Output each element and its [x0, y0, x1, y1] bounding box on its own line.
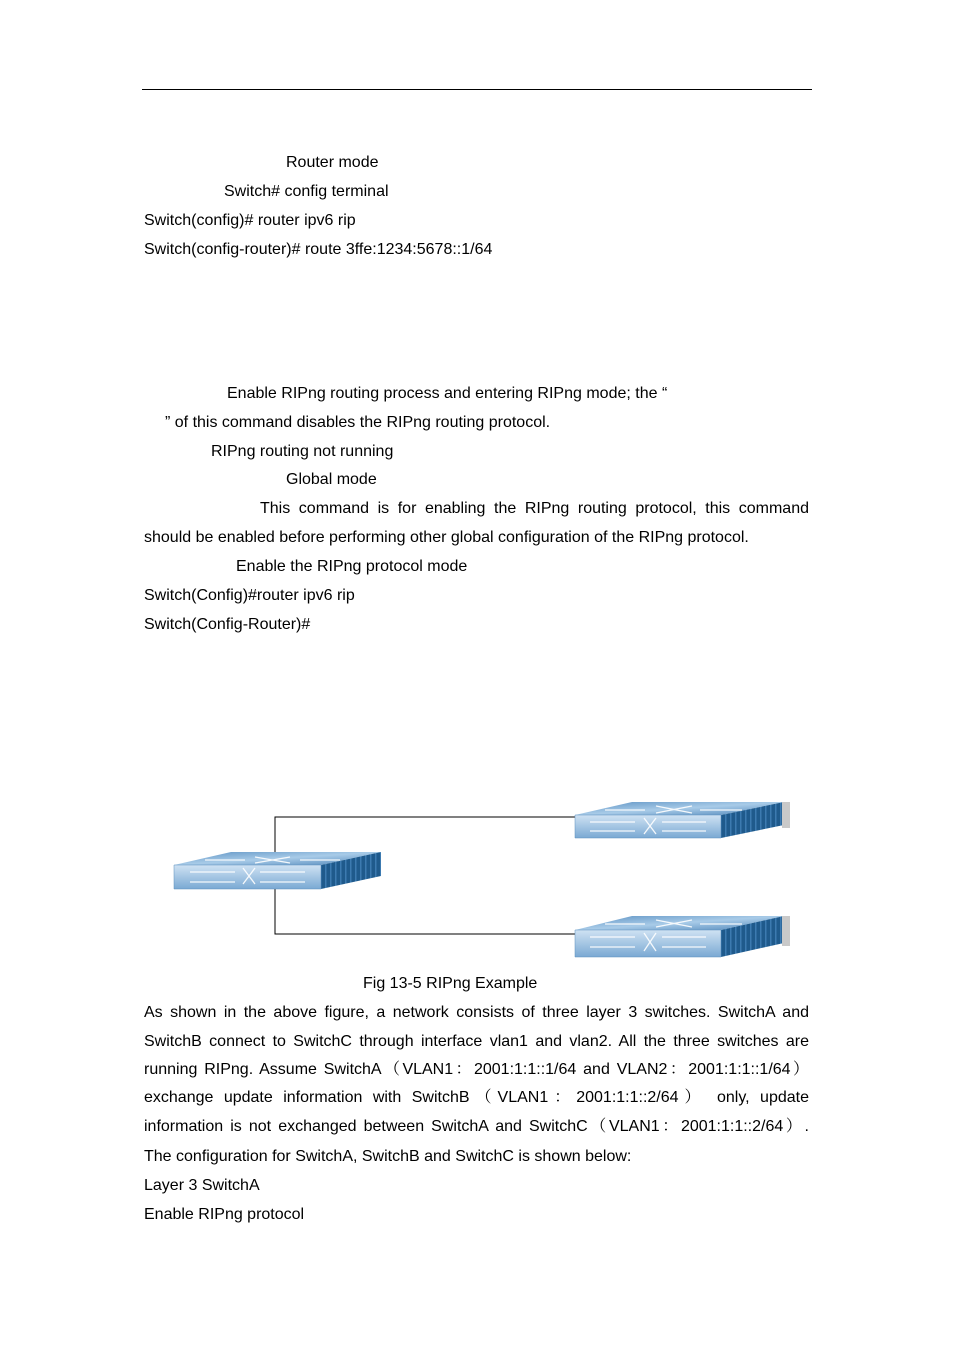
body-line-5: information is not exchanged between SwitchA and SwitchC（VLAN1：2001:1:1::2/64）. [144, 1118, 809, 1135]
command-mode-text: Global mode [286, 471, 377, 488]
body-line-2: SwitchB connect to SwitchC through interface vlan1 and vlan2. All the three switches are [144, 1033, 809, 1050]
default-text: RIPng routing not running [211, 443, 394, 460]
link-a-to-c [275, 889, 577, 934]
example-line-2: Switch(Config-Router)# [144, 616, 311, 633]
function-text-2: ” of this command disables the RIPng routing protocol. [165, 414, 551, 431]
example-line-1: Switch(Config)#router ipv6 rip [144, 587, 355, 604]
switch-b-icon [575, 802, 790, 838]
link-a-to-b [275, 817, 577, 852]
header-rule [142, 89, 812, 90]
step-enable-ripng: Enable RIPng protocol [144, 1206, 305, 1223]
body-line-6: The configuration for SwitchA, SwitchB and SwitchC is shown below: [144, 1148, 632, 1165]
body-line-3: running RIPng. Assume SwitchA（VLAN1：2001:1:1::1/64 and VLAN2：2001:1:1::1/64） [144, 1061, 809, 1078]
body-line-1: As shown in the above figure, a network consists of three layer 3 switches. SwitchA and [144, 1004, 809, 1021]
function-text-1: Enable RIPng routing process and entering RIPng mode; the “ [227, 385, 668, 402]
route-line: Switch(config-router)# route 3ffe:1234:5678::1/64 [144, 241, 493, 258]
router-ipv6-rip-line: Switch(config)# router ipv6 rip [144, 212, 356, 229]
figure-caption: Fig 13-5 RIPng Example [363, 975, 538, 992]
config-terminal-line: Switch# config terminal [224, 183, 389, 200]
body-line-4: exchange update information with SwitchB（VLAN1：2001:1:1::2/64） only, update [144, 1089, 809, 1106]
section-heading-switcha: Layer 3 SwitchA [144, 1177, 260, 1194]
router-mode-label: Router mode [286, 154, 379, 171]
connection-lines [275, 817, 577, 934]
switch-a-icon [174, 852, 381, 889]
usage-text-1: This command is for enabling the RIPng routing protocol, this command [260, 500, 809, 517]
example-description: Enable the RIPng protocol mode [236, 558, 468, 575]
switch-c-icon [575, 916, 790, 957]
usage-text-2: should be enabled before performing other global configuration of the RIPng protocol. [144, 529, 749, 546]
